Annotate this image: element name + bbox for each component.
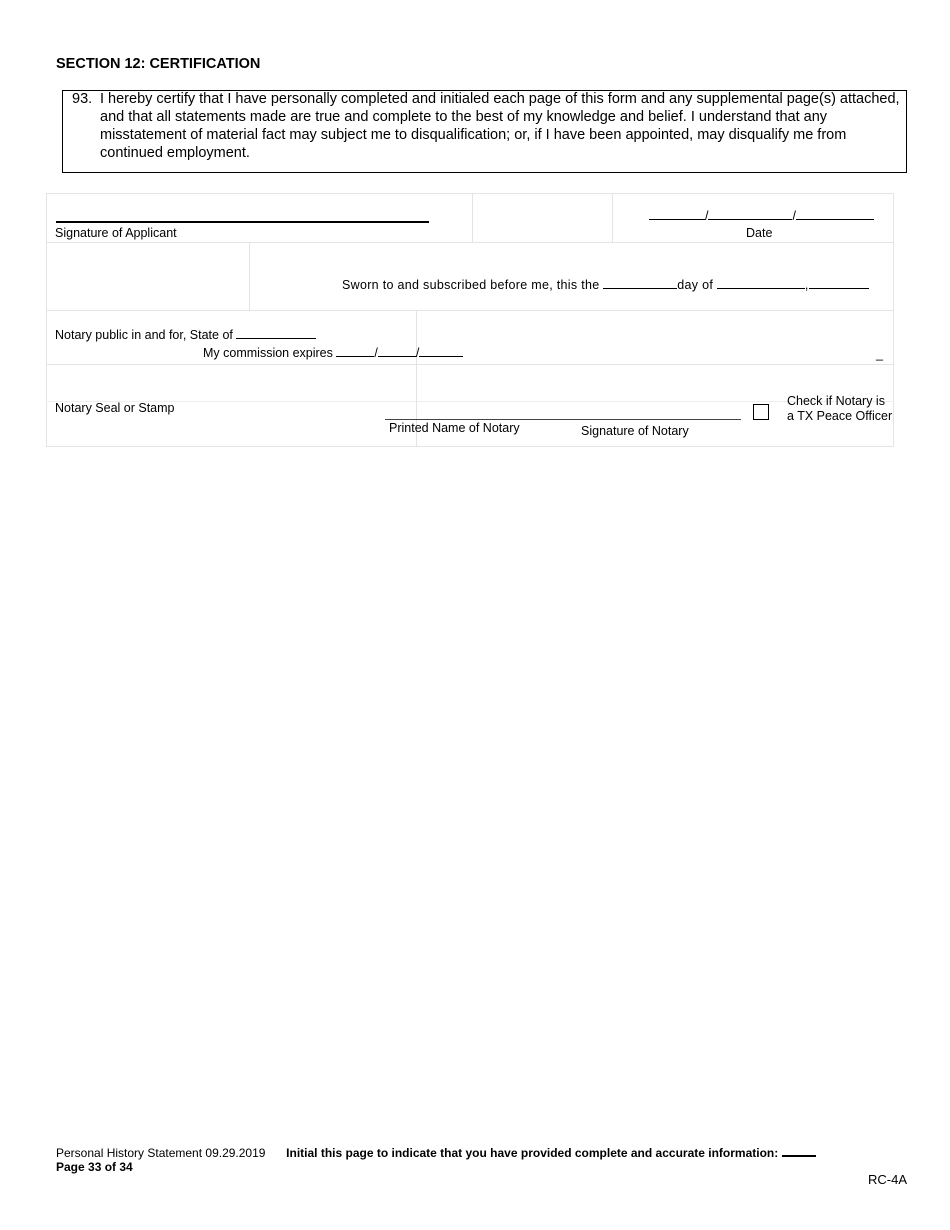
applicant-signature-label: Signature of Applicant bbox=[55, 226, 177, 240]
commission-day-blank[interactable] bbox=[378, 345, 416, 357]
commission-label: My commission expires bbox=[203, 346, 333, 360]
notary-state-blank[interactable] bbox=[236, 327, 316, 339]
table-divider bbox=[472, 193, 473, 242]
notary-signature-line[interactable] bbox=[385, 419, 741, 420]
tx-check-line2: a TX Peace Officer bbox=[787, 409, 893, 423]
commission-year-blank[interactable] bbox=[419, 345, 463, 357]
table-divider bbox=[46, 242, 894, 243]
notary-signature-label: Signature of Notary bbox=[581, 424, 689, 438]
section-title: SECTION 12: CERTIFICATION bbox=[56, 56, 261, 72]
stray-mark: _ bbox=[876, 347, 883, 361]
form-code: RC-4A bbox=[868, 1172, 908, 1187]
sworn-prefix: Sworn to and subscribed before me, this the bbox=[342, 278, 600, 292]
sworn-month-blank[interactable] bbox=[717, 277, 805, 289]
table-divider bbox=[249, 242, 250, 310]
commission-separator: / bbox=[374, 346, 378, 360]
initial-blank[interactable] bbox=[782, 1146, 816, 1157]
table-divider bbox=[46, 310, 894, 311]
footer-doc-name: Personal History Statement 09.29.2019 bbox=[56, 1146, 266, 1160]
tx-peace-officer-checkbox[interactable] bbox=[753, 404, 769, 420]
date-month-blank[interactable] bbox=[649, 208, 705, 220]
sworn-year-blank[interactable] bbox=[809, 277, 869, 289]
certification-text: I hereby certify that I have personally completed and initialed each page of this form and any supplemental page(s) attached, and that all statements made are true and complete to the best of my knowledge and belief. I understand that any misstatement of material fact may subject me to disqualification; or, if I have been appointed, may disqualify me from continued employment. bbox=[100, 91, 900, 161]
footer-page-number: Page 33 of 34 bbox=[56, 1160, 133, 1174]
tx-check-line1: Check if Notary is bbox=[787, 394, 885, 408]
date-separator: / bbox=[705, 209, 709, 223]
commission-separator: / bbox=[415, 346, 420, 360]
table-divider bbox=[46, 364, 894, 365]
date-separator: / bbox=[792, 209, 796, 223]
notary-state-label: Notary public in and for, State of bbox=[55, 328, 233, 342]
table-divider bbox=[612, 193, 613, 242]
footer-line-1 bbox=[56, 1146, 816, 1160]
applicant-signature-line[interactable] bbox=[56, 221, 429, 223]
date-field[interactable] bbox=[649, 208, 874, 223]
sworn-statement bbox=[342, 277, 869, 292]
tx-peace-officer-label bbox=[787, 394, 892, 424]
footer-initial-text: Initial this page to indicate that you have provided complete and accurate information: bbox=[286, 1146, 779, 1160]
footer bbox=[56, 1146, 816, 1174]
commission-row bbox=[203, 345, 463, 360]
notary-state-row bbox=[55, 327, 316, 342]
sworn-day-blank[interactable] bbox=[603, 277, 677, 289]
commission-month-blank[interactable] bbox=[336, 345, 374, 357]
sworn-day-of: day of bbox=[677, 278, 714, 292]
item-number: 93. bbox=[72, 91, 93, 107]
sworn-comma: , bbox=[804, 278, 809, 292]
printed-name-label: Printed Name of Notary bbox=[389, 421, 520, 435]
date-day-blank[interactable] bbox=[708, 208, 792, 220]
notary-seal-label: Notary Seal or Stamp bbox=[55, 401, 175, 415]
date-year-blank[interactable] bbox=[796, 208, 874, 220]
date-label: Date bbox=[746, 226, 773, 240]
